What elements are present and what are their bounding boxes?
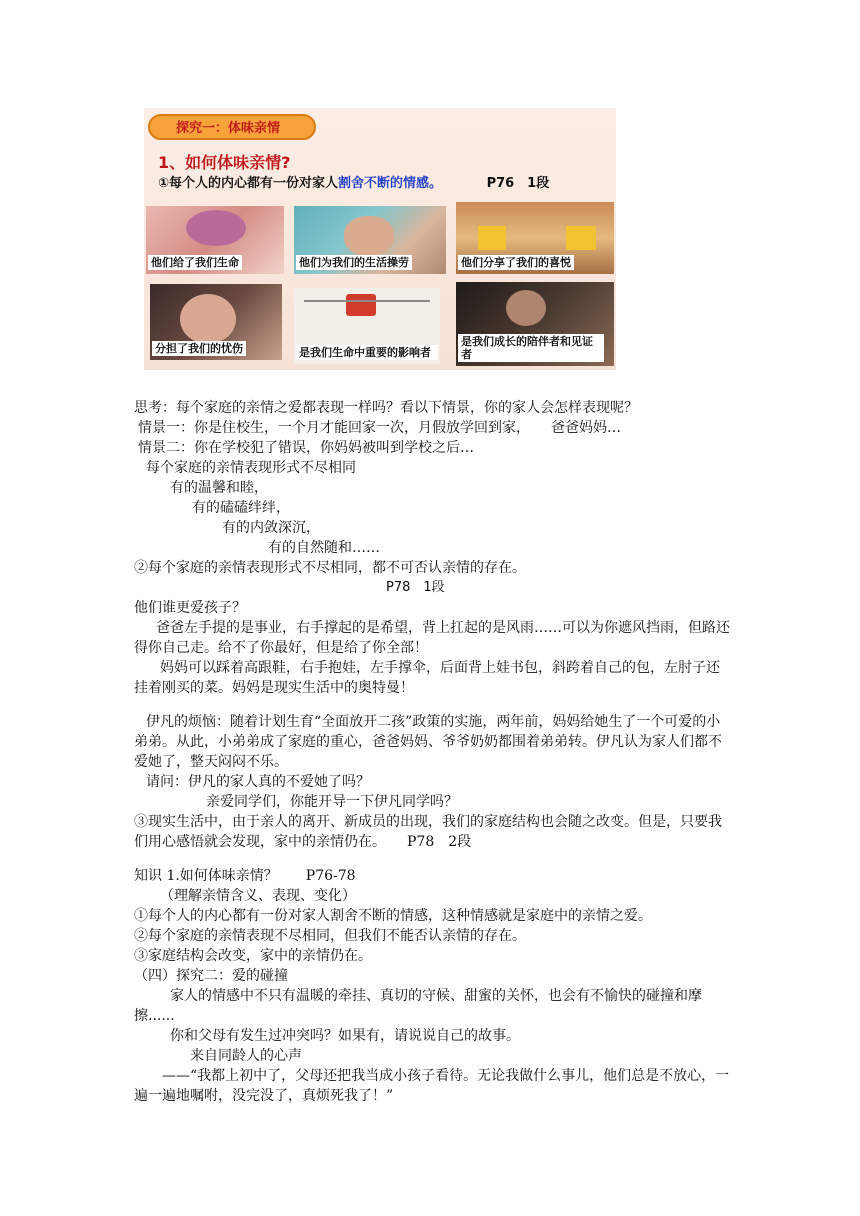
slide-image (144, 108, 616, 370)
photo-caption: 是我们成长的陪伴者和见证者 (458, 334, 604, 362)
text-line: 请问：伊凡的家人真的不爱她了吗？ (146, 774, 370, 790)
text-line: 来自同龄人的心声 (190, 1048, 302, 1064)
page-ref: P78 1段 (386, 580, 445, 595)
slide-banner: 探究一：体味亲情 (148, 114, 316, 140)
paragraph: 妈妈可以踩着高跟鞋，右手抱娃，左手撑伞，后面背上娃书包，斜跨着自己的包，左肘子还挂着刚买的菜。妈妈是现实生活中的奥特曼！ (134, 660, 720, 696)
text-line: 你和父母有发生过冲突吗？如果有，请说说自己的故事。 (170, 1028, 520, 1044)
slide-point-highlight: 割舍不断的情感。 (338, 176, 443, 191)
text-line: （理解亲情含义、表现、变化） (160, 888, 356, 904)
photo-family-joy (456, 202, 614, 274)
text-line: 情景一：你是住校生，一个月才能回家一次，月假放学回到家， 爸爸妈妈… (138, 420, 621, 436)
slide-point-ref: P76 1段 (486, 176, 550, 191)
photo-caption: 是我们生命中重要的影响者 (296, 345, 438, 360)
paragraph: 爸爸左手提的是事业，右手撑起的是希望，背上扛起的是风雨……可以为你遮风挡雨，但路还得你自己走。给不了你最好，但是给了你全部！ (134, 620, 730, 656)
text-line: 有的自然随和…… (268, 540, 380, 556)
paragraph: 家人的情感中不只有温暖的牵挂、真切的守候、甜蜜的关怀，也会有不愉快的碰撞和摩擦...... (134, 988, 702, 1024)
paragraph: ——“我都上初中了，父母还把我当成小孩子看待。无论我做什么事儿，他们总是不放心，一遍一遍地嘱咐，没完没了，真烦死我了！” (134, 1068, 730, 1104)
photo-caption: 分担了我们的忧伤 (152, 341, 246, 356)
photo-crying-child (150, 284, 282, 360)
text-line: 有的温馨和睦， (170, 480, 268, 496)
text-line: 每个家庭的亲情表现形式不尽相同 (146, 460, 356, 476)
text-line: ②每个家庭的亲情表现不尽相同，但我们不能否认亲情的存在。 (134, 928, 526, 944)
text-line: 有的内敛深沉， (222, 520, 320, 536)
paragraph: ③现实生活中，由于亲人的离开、新成员的出现，我们的家庭结构也会随之改变。但是，只要我们用心感悟就会发现，家中的亲情仍在。 P78 2段 (134, 814, 722, 850)
text-line: ①每个人的内心都有一份对家人割舍不断的情感，这种情感就是家庭中的亲情之爱。 (134, 908, 652, 924)
text-line: 他们谁更爱孩子？ (134, 600, 246, 616)
knowledge-title: 知识 1.如何体味亲情？ P76-78 (134, 868, 356, 884)
photo-caption: 他们分享了我们的喜悦 (458, 255, 574, 270)
text-line: 情景二：你在学校犯了错误，你妈妈被叫到学校之后… (138, 440, 474, 456)
text-line: ②每个家庭的亲情表现形式不尽相同，都不可否认亲情的存在。 (134, 560, 526, 576)
paragraph: 伊凡的烦恼：随着计划生育“全面放开二孩”政策的实施，两年前，妈妈给她生了一个可爱的小弟弟。从此，小弟弟成了家庭的重心，爸爸妈妈、爷爷奶奶都围着弟弟转。伊凡认为家人们都不爱她了，整天闷闷不乐。 (134, 714, 722, 770)
slide-heading: 1、如何体味亲情? (158, 153, 291, 172)
slide-point (158, 172, 549, 191)
photo-companion (456, 282, 614, 366)
photo-hands (294, 206, 446, 274)
photo-caption: 他们给了我们生命 (148, 255, 242, 270)
text-line: 亲爱同学们，你能开导一下伊凡同学吗？ (206, 794, 458, 810)
text-line: ③家庭结构会改变，家中的亲情仍在。 (134, 948, 372, 964)
section-heading: （四）探究二：爱的碰撞 (134, 968, 288, 984)
photo-cartoon-home (294, 288, 440, 364)
text-line: 有的磕磕绊绊， (192, 500, 290, 516)
text-line: 思考：每个家庭的亲情之爱都表现一样吗？看以下情景，你的家人会怎样表现呢？ (134, 400, 638, 416)
photo-baby (146, 206, 284, 274)
photo-caption: 他们为我们的生活操劳 (296, 255, 412, 270)
slide-point-prefix: ①每个人的内心都有一份对家人 (158, 176, 339, 191)
